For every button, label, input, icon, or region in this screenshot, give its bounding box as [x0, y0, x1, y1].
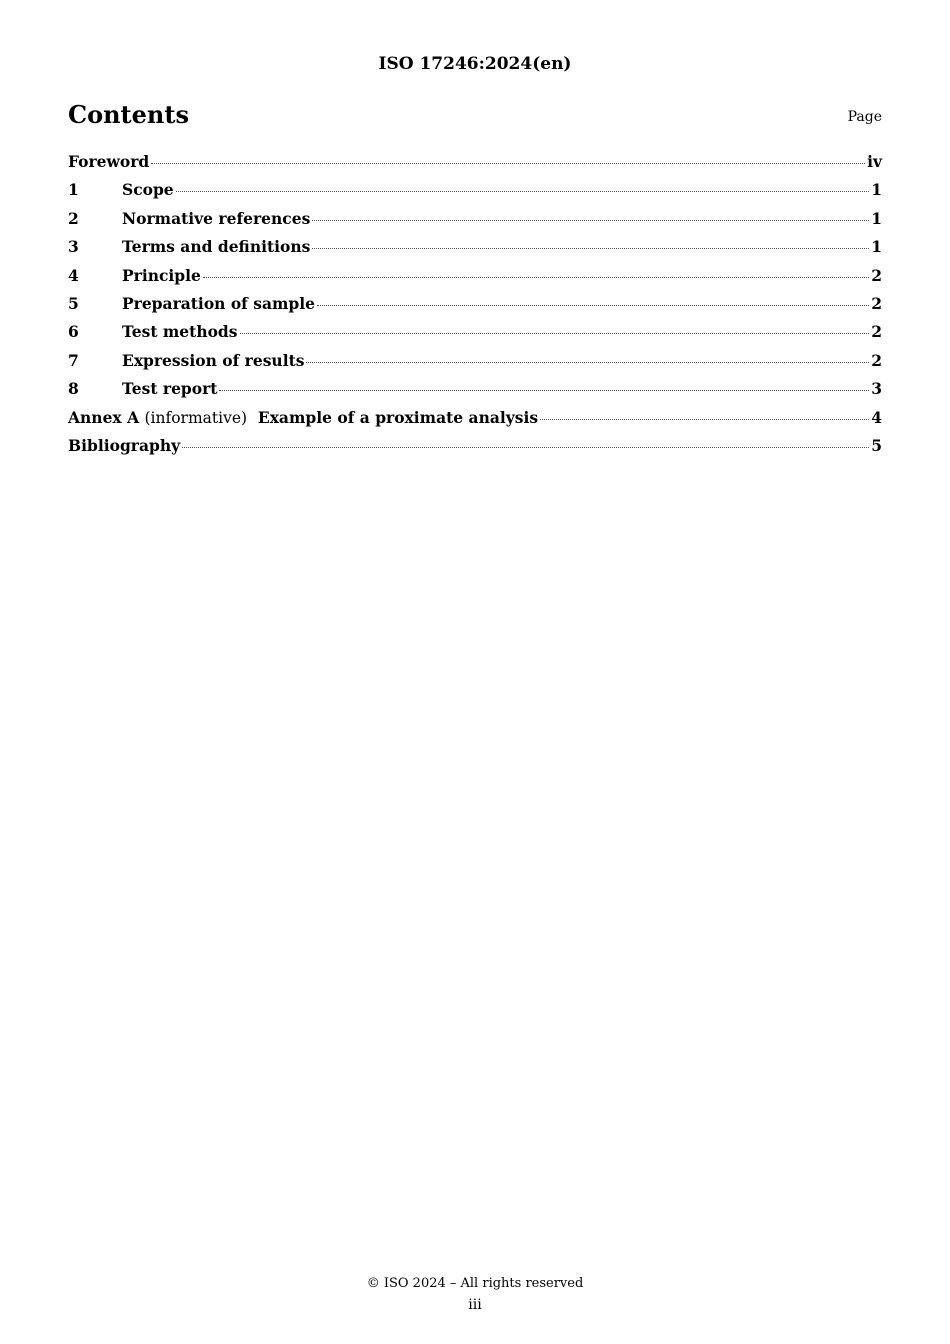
toc-dot-leader: [176, 191, 870, 192]
annex-qualifier: (informative): [144, 408, 248, 427]
toc-dot-leader: [317, 305, 869, 306]
toc-dot-leader: [312, 248, 869, 249]
toc-entry-title: Foreword: [68, 152, 150, 171]
toc-entry-title: Terms and definitions: [122, 237, 311, 257]
toc-entry-title: Bibliography: [68, 435, 181, 455]
toc-entry-number: 1: [68, 180, 79, 200]
toc-entry-title: Normative references: [122, 208, 311, 228]
toc-entry-title: Preparation of sample: [122, 293, 315, 313]
page-column-label: Page: [847, 109, 882, 125]
footer-copyright: © ISO 2024 – All rights reserved: [366, 1276, 584, 1291]
toc-entry-page: 1: [871, 180, 882, 200]
toc-entry-number: 7: [68, 350, 79, 370]
toc-entry-test-methods[interactable]: [68, 322, 882, 350]
toc-entry-page: 1: [871, 237, 882, 257]
toc-entry-foreword[interactable]: [68, 152, 882, 180]
contents-header: [68, 100, 882, 132]
toc-entry-page: 3: [871, 379, 882, 399]
toc-dot-leader: [182, 447, 869, 448]
toc-dot-leader: [306, 362, 869, 363]
toc-entry-number: 5: [68, 293, 79, 313]
annex-label: Annex A: [68, 407, 140, 427]
toc-dot-leader: [540, 419, 869, 420]
toc-entry-bibliography[interactable]: [68, 436, 882, 464]
table-of-contents: [68, 152, 882, 464]
toc-entry-number: 4: [68, 265, 79, 285]
footer-page-number: iii: [468, 1297, 482, 1313]
toc-entry-scope[interactable]: [68, 180, 882, 208]
toc-entry-page: iv: [867, 152, 882, 171]
toc-entry-expression-of-results[interactable]: [68, 351, 882, 379]
toc-entry-test-report[interactable]: [68, 379, 882, 407]
toc-entry-page: 2: [871, 265, 882, 285]
annex-title: Example of a proximate analysis: [257, 407, 539, 427]
toc-entry-page: 4: [871, 407, 882, 427]
contents-title: Contents: [68, 100, 189, 129]
toc-dot-leader: [312, 220, 869, 221]
toc-entry-title: Scope: [122, 180, 174, 200]
toc-entry-number: 3: [68, 237, 79, 257]
toc-dot-leader: [240, 333, 870, 334]
toc-entry-preparation-of-sample[interactable]: [68, 294, 882, 322]
toc-dot-leader: [203, 277, 869, 278]
toc-entry-page: 2: [871, 350, 882, 370]
toc-entry-page: 2: [871, 322, 882, 342]
toc-entry-number: 8: [68, 379, 79, 399]
toc-entry-normative-references[interactable]: [68, 209, 882, 237]
toc-entry-title: Test methods: [122, 322, 238, 342]
toc-entry-page: 5: [871, 435, 882, 455]
toc-dot-leader: [151, 163, 865, 164]
toc-entry-number: 2: [68, 208, 79, 228]
toc-entry-title: Test report: [122, 379, 218, 399]
toc-entry-number: 6: [68, 322, 79, 342]
toc-entry-page: 1: [871, 208, 882, 228]
toc-entry-title: Expression of results: [122, 350, 305, 370]
document-id-header: ISO 17246:2024(en): [378, 54, 572, 74]
toc-entry-title: Principle: [122, 265, 201, 285]
toc-entry-page: 2: [871, 293, 882, 313]
toc-dot-leader: [219, 390, 869, 391]
toc-entry-annex-a[interactable]: [68, 408, 882, 436]
toc-entry-terms-and-definitions[interactable]: [68, 237, 882, 265]
toc-entry-title: [68, 408, 538, 427]
toc-entry-principle[interactable]: [68, 266, 882, 294]
